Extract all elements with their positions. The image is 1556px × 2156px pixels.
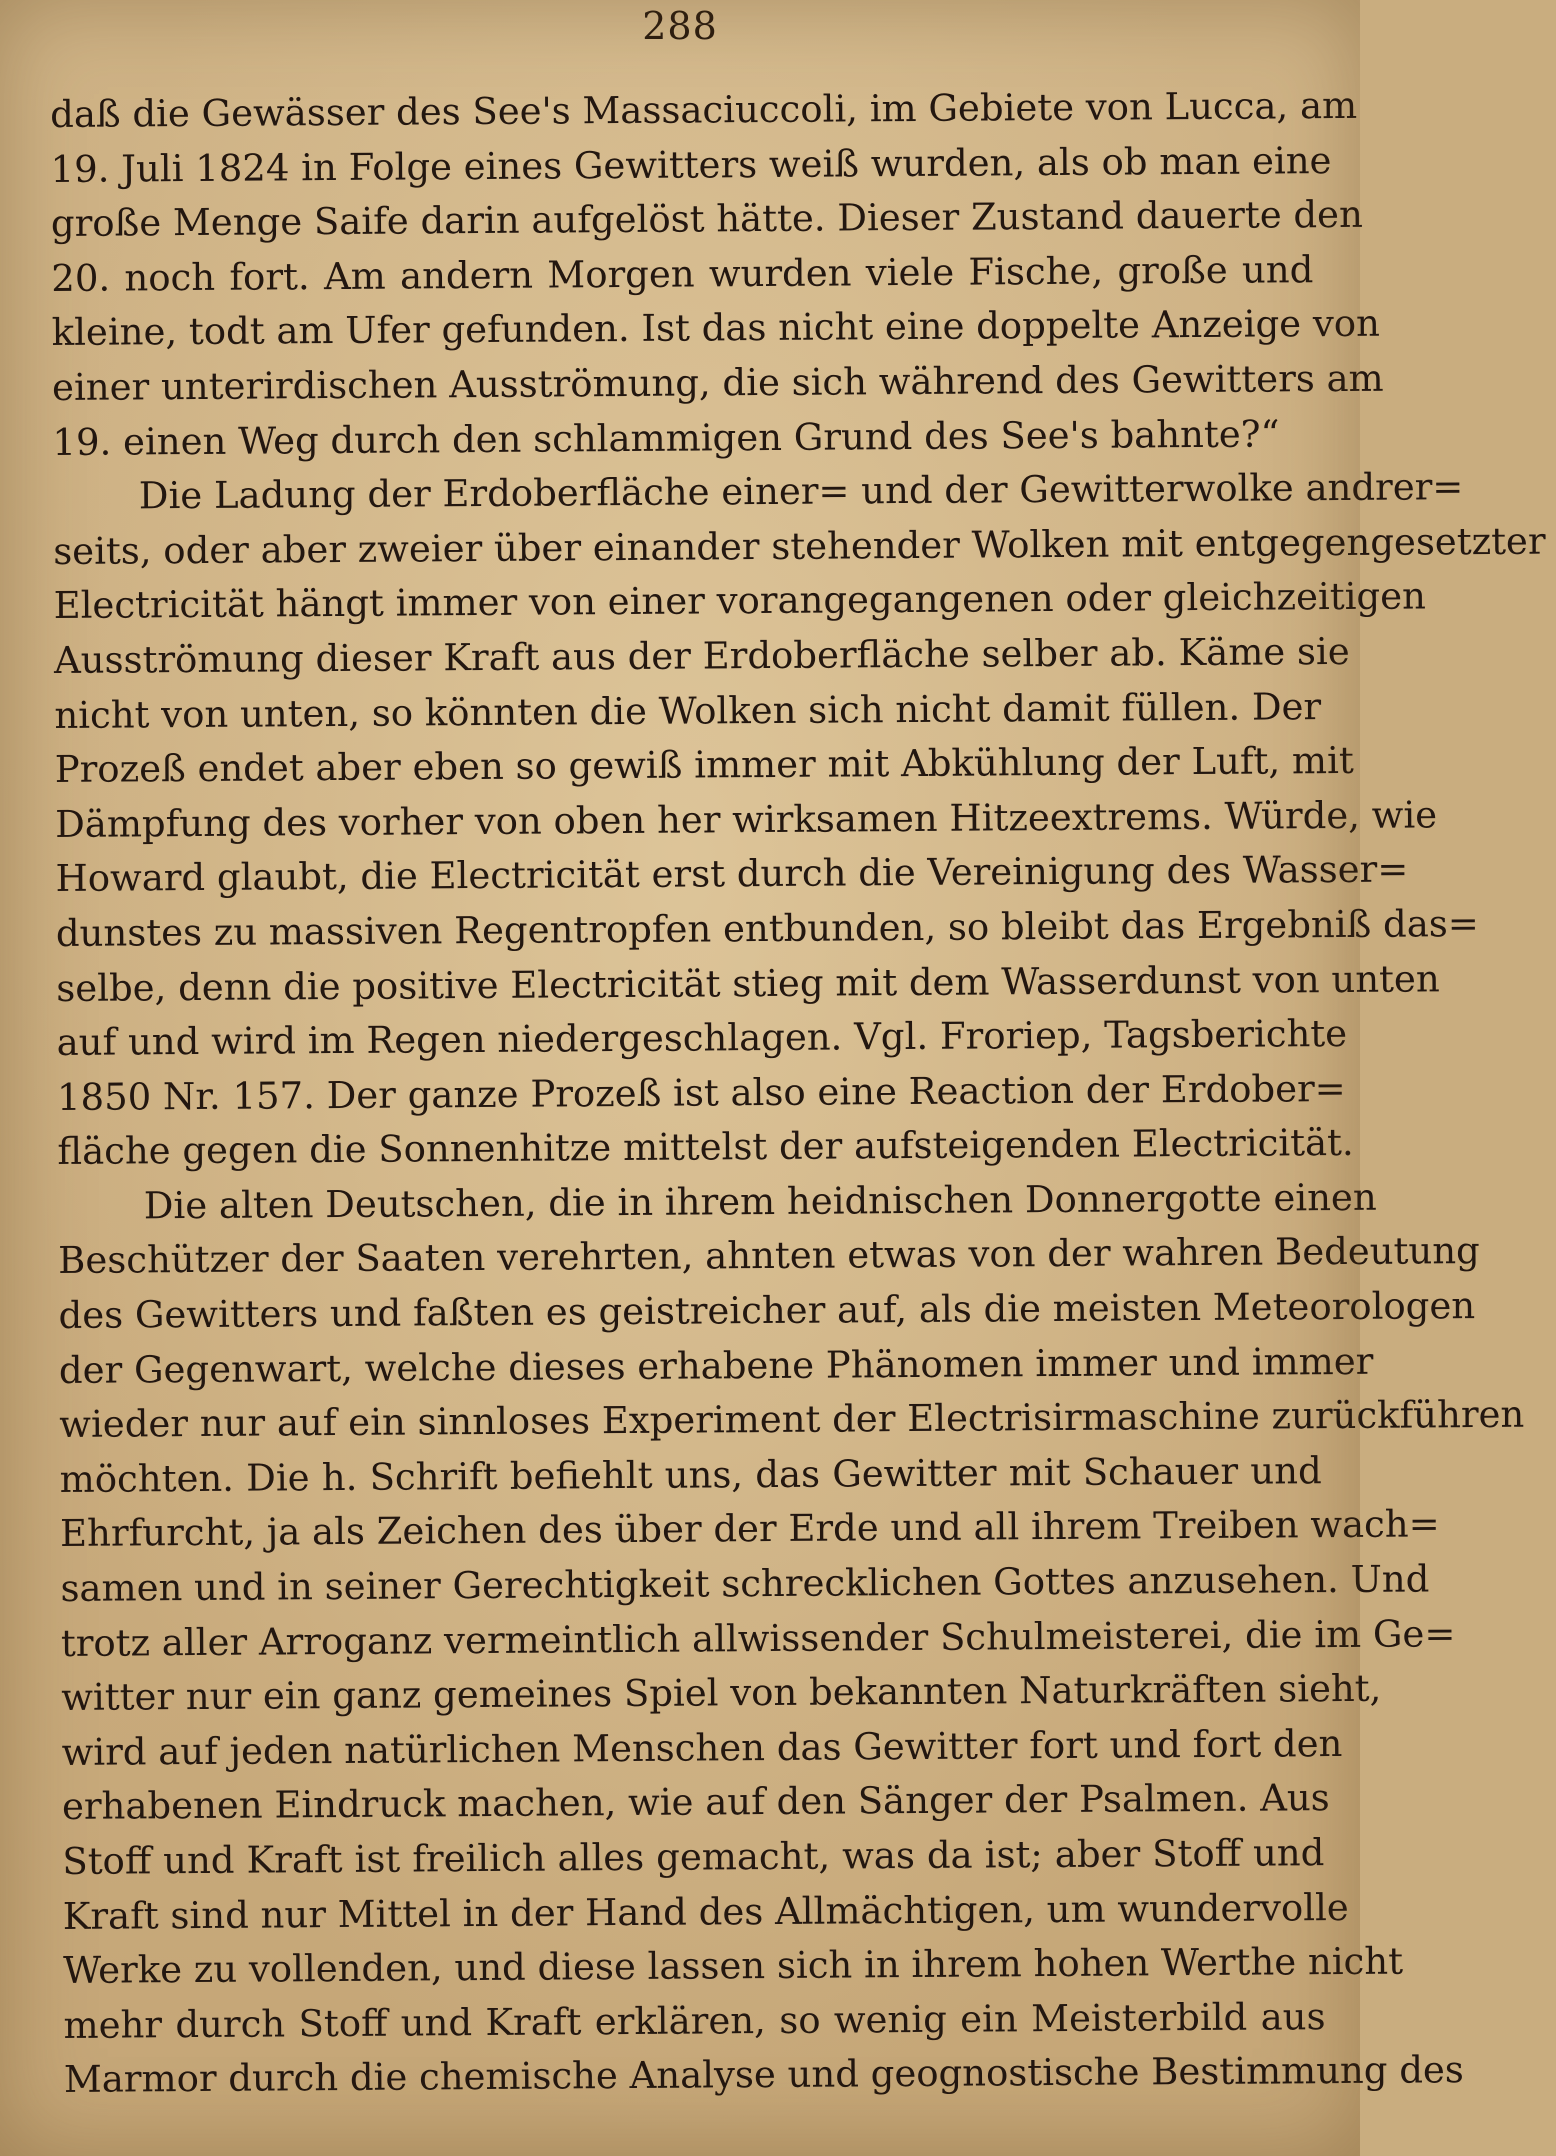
text-line: Ehrfurcht, ja als Zeichen des über der Erde und all ihrem Treiben wach= — [59, 1502, 1440, 1556]
text-line: Kraft sind nur Mittel in der Hand des Allmächtigen, um wundervolle — [62, 1885, 1349, 1938]
text-line: seits, oder aber zweier über einander stehender Wolken mit entgegengesetzter — [53, 519, 1546, 573]
text-line: erhabenen Eindruck machen, wie auf den Sänger der Psalmen. Aus — [61, 1776, 1330, 1829]
text-line: kleine, todt am Ufer gefunden. Ist das nicht eine doppelte Anzeige von — [51, 302, 1381, 355]
text-line: Beschützer der Saaten verehrten, ahnten etwas von der wahren Bedeutung — [58, 1229, 1480, 1283]
text-line: Die Ladung der Erdoberfläche einer= und der Gewitterwolke andrer= — [138, 465, 1464, 518]
text-line: 1850 Nr. 157. Der ganze Prozeß ist also eine Reaction der Erdober= — [56, 1066, 1346, 1119]
text-line: wieder nur auf ein sinnloses Experiment der Electrisirmaschine zurückführen — [59, 1392, 1525, 1447]
text-line: Electricität hängt immer von einer vorangegangenen oder gleichzeitigen — [53, 574, 1427, 628]
text-line: 20. noch fort. Am andern Morgen wurden viele Fische, große und — [51, 247, 1314, 300]
text-line: Prozeß endet aber eben so gewiß immer mit Abkühlung der Luft, mit — [54, 739, 1354, 792]
page-number: 288 — [642, 4, 718, 48]
text-line: Howard glaubt, die Electricität erst durch die Vereinigung des Wasser= — [55, 847, 1409, 901]
text-line: des Gewitters und faßten es geistreicher auf, als die meisten Meteorologen — [58, 1284, 1476, 1338]
text-line: samen und in seiner Gerechtigkeit schrecklichen Gottes anzusehen. Und — [60, 1557, 1430, 1610]
text-line: Stoff und Kraft ist freilich alles gemacht, was da ist; aber Stoff und — [62, 1831, 1325, 1883]
text-line: wird auf jeden natürlichen Menschen das Gewitter fort und fort den — [61, 1721, 1343, 1774]
body-text — [50, 79, 1546, 2108]
text-line: witter nur ein ganz gemeines Spiel von bekannten Naturkräften sieht, — [61, 1666, 1382, 1720]
text-line: Dämpfung des vorher von oben her wirksamen Hitzeextrems. Würde, wie — [54, 793, 1438, 846]
text-line: Werke zu vollenden, und diese lassen sich in ihrem hohen Werthe nicht — [62, 1939, 1404, 1993]
text-line: Die alten Deutschen, die in ihrem heidnischen Donnergotte einen — [143, 1175, 1377, 1228]
text-line: der Gegenwart, welche dieses erhabene Phänomen immer und immer — [58, 1339, 1374, 1392]
text-line: 19. einen Weg durch den schlammigen Grund des See's bahnte?“ — [52, 411, 1280, 464]
text-line: selbe, denn die positive Electricität stieg mit dem Wasserdunst von unten — [56, 956, 1440, 1010]
text-line: Marmor durch die chemische Analyse und geognostische Bestimmung des — [63, 2048, 1464, 2102]
text-line: fläche gegen die Sonnenhitze mittelst der aufsteigenden Electricität. — [57, 1121, 1354, 1174]
text-line: große Menge Saife darin aufgelöst hätte. Dieser Zustand dauerte den — [50, 193, 1363, 246]
text-line: möchten. Die h. Schrift befiehlt uns, das Gewitter mit Schauer und — [59, 1449, 1322, 1501]
text-line: nicht von unten, so könnten die Wolken sich nicht damit füllen. Der — [54, 684, 1322, 737]
text-line: 19. Juli 1824 in Folge eines Gewitters weiß wurden, als ob man eine — [50, 138, 1332, 191]
text-line: einer unterirdischen Ausströmung, die sich während des Gewitters am — [51, 356, 1384, 409]
text-line: dunstes zu massiven Regentropfen entbunden, so bleibt das Ergebniß das= — [55, 901, 1479, 955]
text-line: auf und wird im Regen niedergeschlagen. Vgl. Froriep, Tagsberichte — [56, 1012, 1348, 1065]
text-line: daß die Gewässer des See's Massaciuccoli, im Gebiete von Lucca, am — [50, 83, 1358, 136]
text-line: Ausströmung dieser Kraft aus der Erdoberfläche selber ab. Käme sie — [53, 629, 1350, 682]
text-line: mehr durch Stoff und Kraft erklären, so wenig ein Meisterbild aus — [63, 1994, 1326, 2047]
text-line: trotz aller Arroganz vermeintlich allwissender Schulmeisterei, die im Ge= — [60, 1611, 1456, 1665]
